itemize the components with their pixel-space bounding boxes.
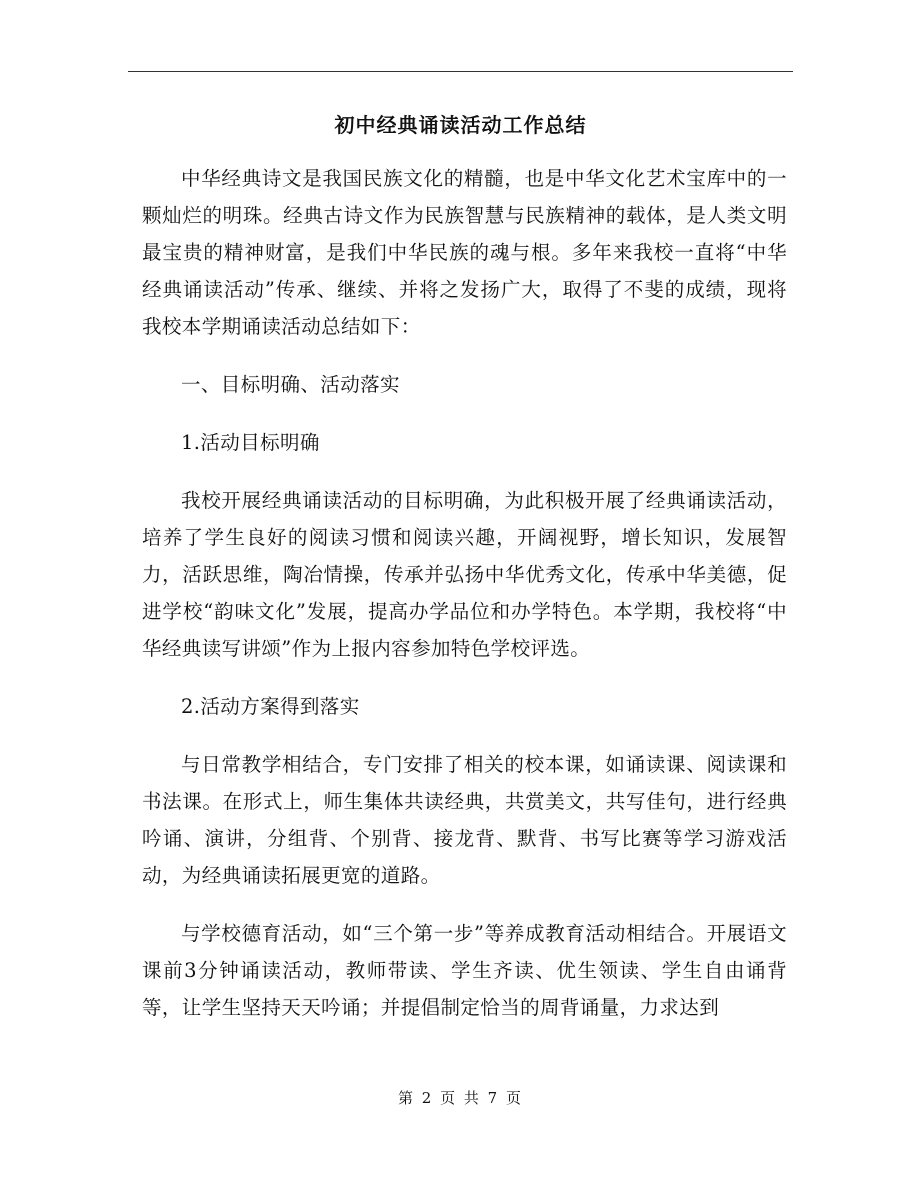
section-heading-1: 一、目标明确、活动落实 bbox=[181, 373, 400, 396]
header-divider bbox=[128, 71, 793, 72]
body-paragraph: 我校开展经典诵读活动的目标明确，为此积极开展了经典诵读活动，培养了学生良好的阅读习惯和阅读兴趣，开阔视野，增长知识，发展智力，活跃思维，陶冶情操，传承并弘扬中华优秀文化，传承中华美德，促进学校“韵味文化”发展，提高办学品位和办学特色。本学期，我校将“中华经典读写讲颂”作为上报内容参加特色学校评选。 bbox=[142, 489, 787, 660]
intro-paragraph: 中华经典诗文是我国民族文化的精髓，也是中华文化艺术宝库中的一颗灿烂的明珠。经典古诗文作为民族智慧与民族精神的载体，是人类文明最宝贵的精神财富，是我们中华民族的魂与根。多年来我校一直将“中华经典诵读活动”传承、继续、并将之发扬广大，取得了不斐的成绩，现将我校本学期诵读活动总结如下： bbox=[142, 167, 787, 338]
body-paragraph: 与日常教学相结合，专门安排了相关的校本课，如诵读课、阅读课和书法课。在形式上，师生集体共读经典，共赏美文，共写佳句，进行经典吟诵、演讲，分组背、个别背、接龙背、默背、书写比赛等学习游戏活动，为经典诵读拓展更宽的道路。 bbox=[142, 753, 787, 887]
document-title: 初中经典诵读活动工作总结 bbox=[334, 113, 587, 137]
body-paragraph: 与学校德育活动，如“三个第一步”等养成教育活动相结合。开展语文课前3分钟诵读活动，教师带读、学生齐读、优生领读、学生自由诵背等，让学生坚持天天吟诵；并提倡制定恰当的周背诵量，力求达到 bbox=[142, 922, 787, 1019]
subsection-heading-1-1: 1.活动目标明确 bbox=[181, 431, 320, 454]
page-number-footer: 第 2 页 共 7 页 bbox=[398, 1089, 523, 1107]
document-body bbox=[142, 160, 787, 1047]
subsection-heading-1-2: 2.活动方案得到落实 bbox=[181, 695, 360, 718]
